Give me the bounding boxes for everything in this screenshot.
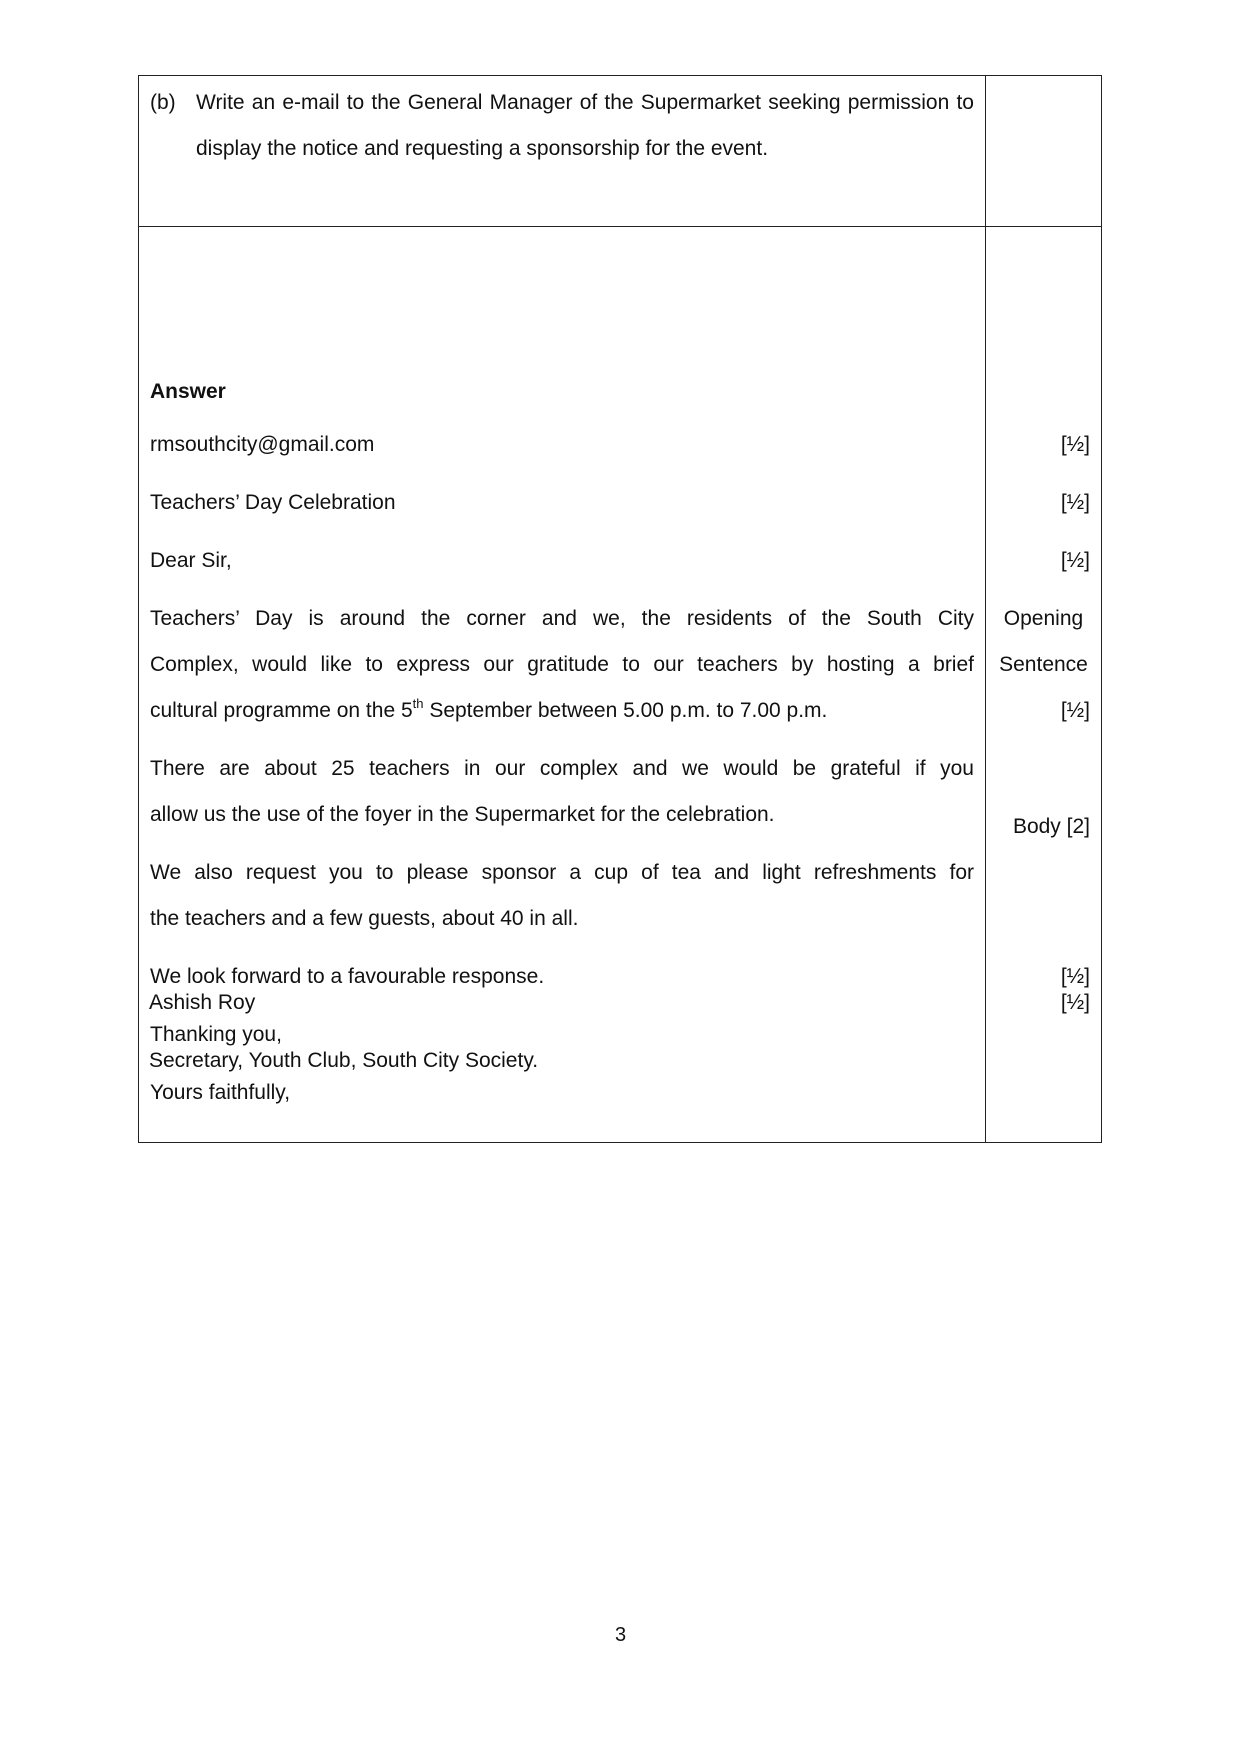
para3-line1: We also request you to please sponsor a cup of tea and light refreshments for	[150, 861, 974, 884]
mark-closing: [½]	[1060, 965, 1090, 988]
mark-opening: [½]	[1060, 699, 1090, 722]
mark-body: Body [2]	[1012, 815, 1090, 838]
sender-designation: Secretary, Youth Club, South City Society.	[149, 1049, 539, 1072]
signoff-line: Yours faithfully,	[150, 1081, 291, 1104]
mark-salutation: [½]	[1060, 549, 1090, 572]
mark-name: [½]	[1060, 991, 1090, 1014]
mark-to: [½]	[1060, 433, 1090, 456]
email-salutation: Dear Sir,	[150, 549, 232, 572]
email-subject: Teachers’ Day Celebration	[150, 491, 396, 514]
para2-line1: There are about 25 teachers in our complex and we would be grateful if you	[150, 757, 974, 780]
mark-opening-label: Opening	[1003, 607, 1084, 630]
sender-name: Ashish Roy	[149, 991, 256, 1014]
para1-line2: Complex, would like to express our gratitude to our teachers by hosting a brief	[150, 653, 974, 676]
thanks-line: Thanking you,	[150, 1023, 282, 1046]
email-to: rmsouthcity@gmail.com	[150, 433, 375, 456]
page-number: 3	[614, 1624, 627, 1646]
question-marks-cell	[986, 76, 1101, 226]
mark-sentence-label: Sentence	[999, 653, 1088, 676]
para3-line2: the teachers and a few guests, about 40 in all.	[150, 907, 579, 930]
para1-line3: cultural programme on the 5th September between 5.00 p.m. to 7.00 p.m.	[150, 696, 828, 722]
marking-scheme-table	[138, 75, 1102, 1143]
para2-line2: allow us the use of the foyer in the Supermarket for the celebration.	[150, 803, 775, 826]
closing-line: We look forward to a favourable response.	[150, 965, 545, 988]
question-text: Write an e-mail to the General Manager of the Supermarket seeking permission to display the notice and requesting a sponsorship for the event.	[196, 91, 974, 160]
para1-line1: Teachers’ Day is around the corner and we, the residents of the South City	[150, 607, 974, 630]
question-row	[139, 76, 1101, 226]
question-label: (b)	[150, 91, 176, 114]
question-cell	[139, 76, 986, 226]
mark-subject: [½]	[1060, 491, 1090, 514]
answer-heading: Answer	[150, 380, 226, 403]
